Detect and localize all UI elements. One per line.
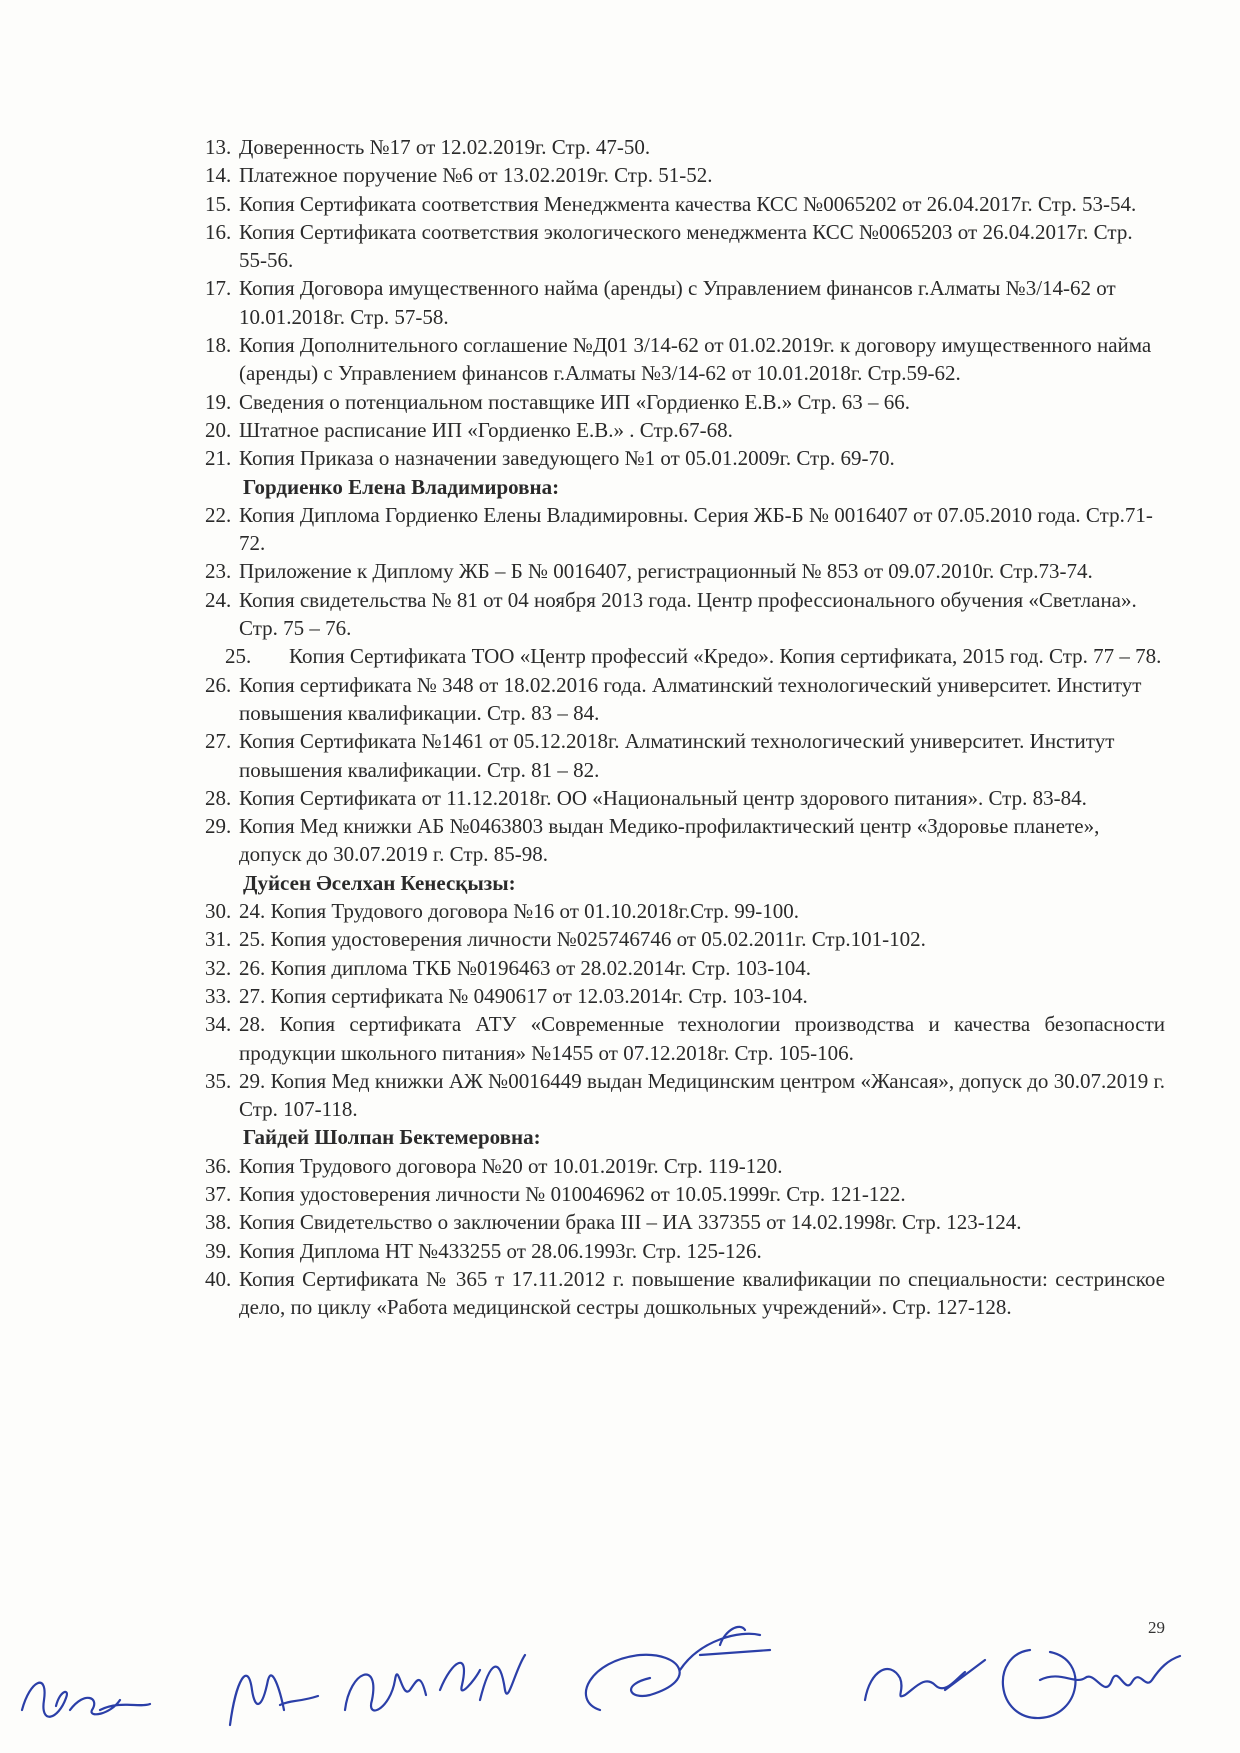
list-item (205, 133, 1165, 161)
item-number: 30. (205, 899, 232, 924)
item-number: 32. (205, 955, 232, 980)
item-text: Копия Сертификата соответствия Менеджмента качества КСС №0065202 от 26.04.2017г. Стр. 53-54. (239, 191, 1137, 216)
list-item (205, 218, 1165, 275)
item-text: Приложение к Диплому ЖБ – Б № 0016407, регистрационный № 853 от 09.07.2010г. Стр.73-74. (239, 559, 1093, 584)
signature-3 (345, 1655, 525, 1710)
list-item-25 (205, 642, 1165, 670)
list-section-c (205, 671, 1165, 869)
item-number: 40. (205, 1266, 232, 1291)
item-number: 20. (205, 417, 232, 442)
item-text: Копия удостоверения личности № 010046962 от 10.05.1999г. Стр. 121-122. (239, 1181, 906, 1206)
item-text: Копия сертификата № 348 от 18.02.2016 года. Алматинский технологический университет. Институт повышения квалификации. Стр. 83 – 84. (239, 672, 1142, 725)
person-heading-duisen: Дуйсен Әселхан Кенесқызы: (243, 870, 516, 895)
item-number: 19. (205, 389, 232, 414)
item-text: Копия Приказа о назначении заведующего №1 от 05.01.2009г. Стр. 69-70. (239, 446, 895, 471)
item-text: Копия Сертификата № 365 т 17.11.2012 г. повышение квалификации по специальности: сестринское дело, по циклу «Работа медицинской сестры дошкольных учреждений». Стр. 127-128. (239, 1266, 1165, 1320)
item-number: 13. (205, 135, 232, 159)
item-text: Копия Сертификата №1461 от 05.12.2018г. Алматинский технологический университет. Институт повышения квалификации. Стр. 81 – 82. (239, 729, 1115, 782)
list-item (205, 954, 1165, 982)
signature-1 (22, 1683, 150, 1717)
item-number: 39. (205, 1238, 232, 1263)
item-number: 15. (205, 191, 232, 216)
item-text: 26. Копия диплома ТКБ №0196463 от 28.02.2014г. Стр. 103-104. (239, 955, 812, 980)
list-item (205, 1152, 1165, 1180)
item-number: 35. (205, 1068, 232, 1093)
list-item (205, 586, 1165, 643)
list-item (205, 897, 1165, 925)
item-text: 25. Копия удостоверения личности №025746746 от 05.02.2011г. Стр.101-102. (239, 927, 926, 952)
item-number: 17. (205, 276, 232, 301)
list-item (205, 190, 1165, 218)
item-text: 29. Копия Мед книжки АЖ №0016449 выдан Медицинским центром «Жансая», допуск до 30.07.2019 г. Стр. 107-118. (239, 1068, 1165, 1122)
item-text: Копия Сертификата соответствия экологического менеджмента КСС №0065203 от 26.04.2017г. Стр. 55-56. (239, 219, 1133, 273)
item-text: Платежное поручение №6 от 13.02.2019г. Стр. 51-52. (239, 163, 713, 188)
list-item (205, 1010, 1165, 1067)
item-text: Копия Диплома Гордиенко Елены Владимировны. Серия ЖБ-Б № 0016407 от 07.05.2010 года. Стр.71-72. (239, 502, 1153, 556)
item-text: Копия Трудового договора №20 от 10.01.2019г. Стр. 119-120. (239, 1153, 783, 1178)
list-section-b (205, 501, 1165, 642)
list-item (205, 925, 1165, 953)
item-text: Копия Диплома НТ №433255 от 28.06.1993г. Стр. 125-126. (239, 1238, 762, 1263)
person-heading-gordienko: Гордиенко Елена Владимировна: (243, 474, 560, 499)
item-text: Копия Свидетельство о заключении брака III – ИА 337355 от 14.02.1998г. Стр. 123-124. (239, 1210, 1022, 1235)
item-number: 25. (225, 644, 252, 669)
item-number: 37. (205, 1181, 232, 1206)
item-number: 31. (205, 927, 232, 952)
list-item (205, 331, 1165, 388)
list-item (205, 727, 1165, 784)
item-text: Копия Мед книжки АБ №0463803 выдан Медико-профилактический центр «Здоровье планете», допуск до 30.07.2019 г. Стр. 85-98. (239, 814, 1100, 867)
item-number: 29. (205, 814, 232, 839)
item-text: 24. Копия Трудового договора №16 от 01.10.2018г.Стр. 99-100. (239, 899, 800, 924)
item-number: 23. (205, 559, 232, 584)
list-section-a (205, 133, 1165, 473)
list-item (205, 1237, 1165, 1265)
item-number: 24. (205, 587, 232, 612)
document-list (205, 133, 1165, 1321)
list-item (205, 501, 1165, 558)
list-item (205, 812, 1165, 869)
item-number: 16. (205, 219, 232, 244)
list-item (205, 161, 1165, 189)
signature-4 (586, 1627, 770, 1710)
item-text: Копия свидетельства № 81 от 04 ноября 2013 года. Центр профессионального обучения «Светлана». Стр. 75 – 76. (239, 587, 1137, 641)
item-number: 38. (205, 1210, 232, 1235)
list-item (205, 1208, 1165, 1236)
item-number: 28. (205, 785, 232, 810)
item-text: Копия Сертификата от 11.12.2018г. ОО «Национальный центр здорового питания». Стр. 83-84. (239, 785, 1087, 810)
list-item (205, 1180, 1165, 1208)
item-text: Сведения о потенциальном поставщике ИП «Гордиенко Е.В.» Стр. 63 – 66. (239, 389, 910, 414)
item-text: Копия Договора имущественного найма (аренды) с Управлением финансов г.Алматы №3/14-62 от 10.01.2018г. Стр. 57-58. (239, 276, 1116, 329)
list-item (205, 784, 1165, 812)
list-item (205, 444, 1165, 472)
item-number: 18. (205, 333, 232, 358)
item-text: Доверенность №17 от 12.02.2019г. Стр. 47-50. (239, 135, 651, 159)
list-item (205, 416, 1165, 444)
item-number: 26. (205, 672, 232, 697)
item-text: Копия Сертификата ТОО «Центр профессий «Кредо». Копия сертификата, 2015 год. Стр. 77 – 78. (289, 644, 1162, 669)
item-text: Копия Дополнительного соглашение №Д01 3/14-62 от 01.02.2019г. к договору имущественного найма (аренды) с Управлением финансов г.Алматы №3/14-62 от 10.01.2018г. Стр.59-62. (239, 333, 1152, 386)
item-number: 33. (205, 983, 232, 1008)
page-number: 29 (1148, 1618, 1165, 1637)
list-section-d (205, 897, 1165, 1123)
list-item (205, 1067, 1165, 1124)
list-item (205, 1265, 1165, 1322)
signature-6 (1003, 1650, 1180, 1718)
item-number: 34. (205, 1012, 232, 1037)
item-number: 27. (205, 729, 232, 754)
list-item (205, 671, 1165, 728)
signature-5 (865, 1660, 985, 1700)
signature-2 (230, 1675, 318, 1725)
list-item (205, 557, 1165, 585)
person-heading-gaidei: Гайдей Шолпан Бектемеровна: (243, 1125, 541, 1150)
list-item (205, 982, 1165, 1010)
item-number: 14. (205, 163, 232, 188)
item-text: 28. Копия сертификата АТУ «Современные технологии производства и качества безопасности продукции школьного питания» №1455 от 07.12.2018г. Стр. 105-106. (239, 1012, 1165, 1065)
list-item (205, 274, 1165, 331)
item-text: Штатное расписание ИП «Гордиенко Е.В.» . Стр.67-68. (239, 417, 733, 442)
item-number: 21. (205, 446, 232, 471)
signatures (0, 1560, 1240, 1753)
list-section-e (205, 1152, 1165, 1322)
item-text: 27. Копия сертификата № 0490617 от 12.03.2014г. Стр. 103-104. (239, 983, 808, 1008)
list-item (205, 388, 1165, 416)
item-number: 22. (205, 502, 232, 527)
item-number: 36. (205, 1153, 232, 1178)
